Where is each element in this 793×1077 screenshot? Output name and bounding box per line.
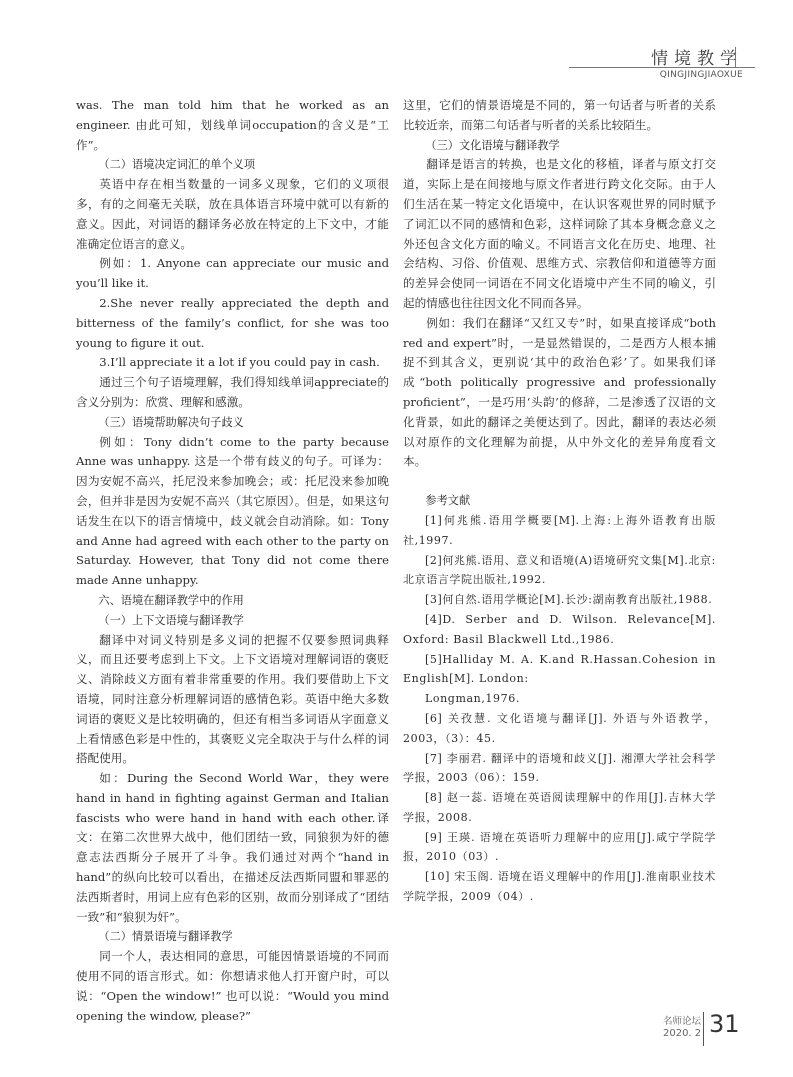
reference-item: Longman,1976. [425, 692, 520, 706]
reference-item: [3]何自然.语用学概论[M].长沙:湖南教育出版社,1988. [425, 593, 713, 607]
paragraph: 这里，它们的情景语境是不同的，第一句话者与听者的关系比较近亲，而第二句话者与听者的关系比较陌生。 [403, 98, 716, 132]
header-rule [569, 67, 755, 68]
paragraph: 通过三个句子语境理解，我们得知线单词appreciate的含义分别为：欣赏、理解和感激。 [76, 375, 389, 409]
reference-item: [8] 赵一蕊. 语境在英语阅读理解中的作用[J].吉林大学学报，2008. [403, 791, 716, 824]
reference-item: [1]何兆熊.语用学概要[M].上海:上海外语教育出版社,1997. [403, 513, 716, 547]
reference-item: [10] 宋玉阁. 语境在语义理解中的作用[J].淮南职业技术学院学报，2009（04）. [403, 870, 716, 904]
paragraph: 翻译是语言的转换，也是文化的移植，译者与原文打交道，实际上是在间接地与原文作者进行跨文化交际。由于人们生活在某一特定文化语境中，在认识客观世界的同时赋予了词汇以不同的感情和色彩，这样词除了其本身概念意义之外还包含文化方面的喻义。不同语言文化在历史、地理、社会结构、习俗、价值观、思维方式、宗教信仰和道德等方面的差异会使同一词语在不同文化语境中产生不同的喻义，引起的情感也往往因文化不同而各异。 [403, 157, 716, 310]
paragraph: 翻译中对词义特别是多义词的把握不仅要参照词典释义，而且还要考虑到上下文。上下文语境对理解词语的褒贬义、消除歧义方面有着非常重要的作用。我们要借助上下文语境，同时注意分析理解词语的感情色彩。英语中绝大多数词语的褒贬义是比较明确的，但还有相当多词语从字面意义上看情感色彩是中性的，其褒贬义完全取决于与什么样的词搭配使用。 [76, 632, 389, 766]
header-subtitle: QINGJINGJIAOXUE [659, 70, 743, 80]
section-heading: （一）上下文语境与翻译教学 [98, 613, 244, 627]
footer-rule [703, 1012, 704, 1046]
footer-issue: 2020. 2 [663, 1028, 702, 1039]
reference-item: [9] 王瑛. 语境在英语听力理解中的应用[J].咸宁学院学报，2010（03）. [403, 830, 716, 864]
reference-item: [4]D. Serber and D. Wilson. Relevance[M]. Oxford: Basil Blackwell Ltd.,1986. [403, 612, 716, 646]
footer-journal-name: 名师论坛 [663, 1016, 702, 1027]
header-title: 情境教学 [651, 49, 743, 69]
section-heading: （三）文化语境与翻译教学 [425, 138, 560, 152]
page-number: 31 [709, 1010, 740, 1038]
paragraph: 同一个人，表达相同的意思，可能因情景语境的不同而使用不同的语言形式。如：你想请求他人打开窗户时，可以说：“Open the window!” 也可以说：“Would you mind opening the window, please?” [76, 949, 389, 1023]
paragraph: 如：During the Second World War，they were hand in hand in fighting against German and Italian fascists who were hand in hand with each other.译文：在第二次世界大战中，他们团结一致，同狼狈为奸的德意志法西斯分子展开了斗争。我们通过对两个“hand in hand”的纵向比较可以看出，在描述反法西斯同盟和罪恶的法西斯者时，用词上应有色彩的区别，故而分别译成了“团结一致”和“狼狈为奸”。 [76, 771, 389, 924]
section-heading: （二）语境决定词汇的单个义项 [98, 158, 256, 172]
section-heading: （三）语境帮助解决句子歧义 [98, 415, 244, 429]
paragraph: 例如：Tony didn’t come to the party because Anne was unhappy. 这是一个带有歧义的句子。可译为：因为安妮不高兴，托尼没来参加晚会；或：托尼没来参加晚会，但并非是因为安妮不高兴（其它原因）。但是，如果这句话发生在以下的语言情境中，歧义就会自动消除。如：Tony and Anne had agreed with each other to the party on Saturday. However, that Tony did not come there made Anne unhappy. [76, 434, 389, 588]
paragraph: 2.She never really appreciated the depth and bitterness of the family’s conflict, for she was too young to figure it out. [76, 295, 389, 350]
reference-item: [2]何兆熊.语用、意义和语境(A)语境研究文集[M].北京:北京语言学院出版社,1992. [403, 553, 716, 587]
left-column [76, 96, 389, 1026]
reference-item: [5]Halliday M. A. K.and R.Hassan.Cohesion in English[M]. London: [403, 652, 716, 686]
section-heading: （二）情景语境与翻译教学 [98, 930, 233, 944]
right-column [403, 96, 716, 907]
paragraph: was. The man told him that he worked as an engineer. 由此可知，划线单词occupation的含义是“工作”。 [76, 98, 389, 152]
paragraph: 例如：1. Anyone can appreciate our music and you’ll like it. [76, 256, 389, 291]
references-heading: 参考文献 [425, 494, 471, 508]
reference-item: [7] 李丽君. 翻译中的语境和歧义[J]. 湘潭大学社会科学学报，2003（06）：159. [403, 751, 716, 785]
paragraph: 英语中存在相当数量的一词多义现象，它们的义项很多，有的之间毫无关联，放在具体语言环境中就可以有新的意义。因此，对词语的翻译务必放在特定的上下文中，才能准确定位语言的意义。 [76, 177, 389, 251]
paragraph: 3.I’ll appreciate it a lot if you could pay in cash. [99, 355, 380, 370]
header-tick [735, 47, 736, 67]
reference-item: [6] 关孜慧. 文化语境与翻译[J]. 外语与外语教学，2003，（3）：45. [403, 711, 716, 745]
paragraph: 例如：我们在翻译“又红又专”时，如果直接译成“both red and expert”时，一是显然错误的，二是西方人根本捕捉不到其含义，更别说‘其中的政治色彩’了。如果我们译成“both politically progressive and professionally proficient”，一是巧用‘头韵’的修辞，二是渗透了汉语的文化背景，如此的翻译之美便达到了。因此，翻译的表达必须以对原作的文化理解为前提，从中外文化的差异角度看文本。 [403, 315, 716, 469]
chapter-heading: 六、语境在翻译教学中的作用 [98, 593, 244, 607]
